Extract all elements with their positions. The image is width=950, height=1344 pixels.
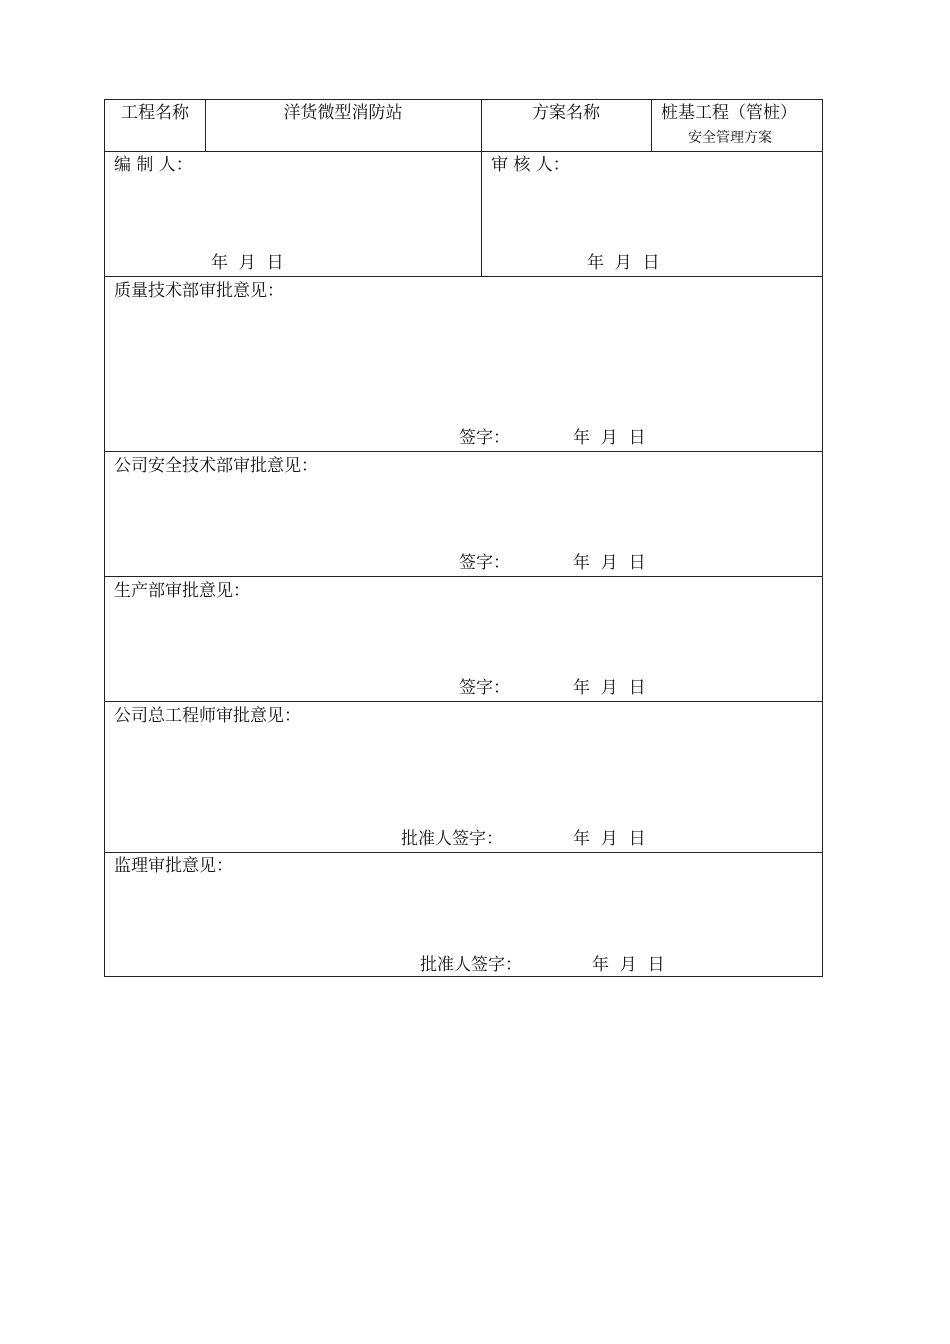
- project-name-value: 洋货微型消防站: [283, 103, 403, 123]
- section-title-production: 生产部审批意见：: [114, 581, 250, 601]
- plan-name-line2: 安全管理方案: [688, 130, 772, 146]
- approver-sign-label: 批准人签字：: [401, 829, 503, 849]
- project-name-label: 工程名称: [121, 103, 189, 123]
- compiler-label: 编 制 人：: [114, 155, 193, 175]
- divider: [105, 852, 822, 853]
- divider: [105, 576, 822, 577]
- divider: [105, 451, 822, 452]
- sign-date: 年 月 日: [573, 553, 646, 573]
- approval-form: [104, 99, 823, 977]
- section-title-safety-tech: 公司安全技术部审批意见：: [114, 456, 318, 476]
- sign-label: 签字：: [459, 553, 510, 573]
- divider: [481, 100, 482, 276]
- sign-date: 年 月 日: [573, 829, 646, 849]
- sign-date: 年 月 日: [592, 955, 665, 975]
- approver-sign-label: 批准人签字：: [420, 955, 522, 975]
- section-title-quality-tech: 质量技术部审批意见：: [114, 281, 284, 301]
- plan-name-line1: 桩基工程（管桩）: [661, 103, 797, 123]
- sign-label: 签字：: [459, 428, 510, 448]
- divider: [105, 276, 822, 277]
- divider: [105, 701, 822, 702]
- section-title-chief-engineer: 公司总工程师审批意见：: [114, 706, 301, 726]
- sign-label: 签字：: [459, 678, 510, 698]
- sign-date: 年 月 日: [573, 428, 646, 448]
- reviewer-date: 年 月 日: [587, 253, 660, 273]
- plan-name-label: 方案名称: [532, 103, 600, 123]
- reviewer-label: 审 核 人：: [491, 155, 570, 175]
- section-title-supervision: 监理审批意见：: [114, 856, 233, 876]
- divider: [651, 100, 652, 151]
- sign-date: 年 月 日: [573, 678, 646, 698]
- divider: [105, 151, 822, 152]
- compiler-date: 年 月 日: [211, 253, 284, 273]
